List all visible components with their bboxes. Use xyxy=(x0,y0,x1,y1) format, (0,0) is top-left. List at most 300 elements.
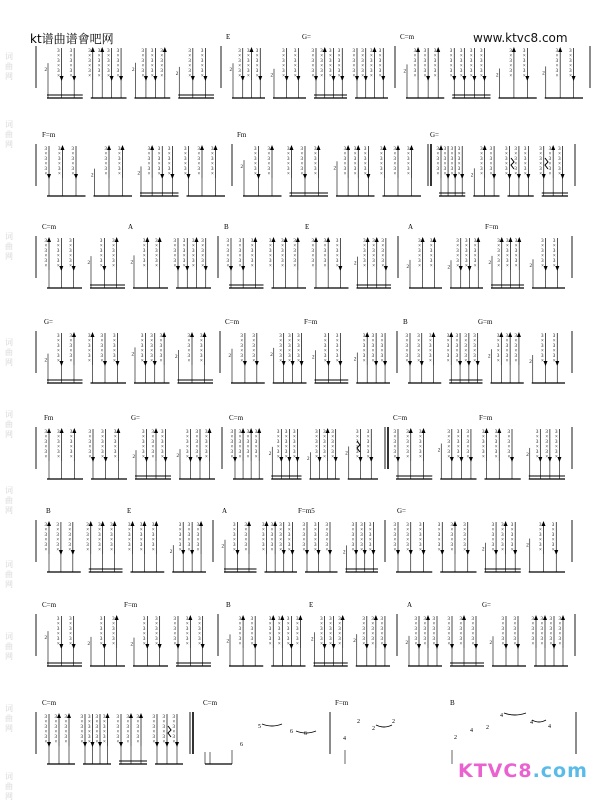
strum-mark: 3 xyxy=(104,167,107,172)
strum-mark: 3 xyxy=(541,344,544,349)
strum-mark: × xyxy=(56,264,60,269)
chord-label: G=m xyxy=(478,318,493,326)
strum-mark: 3 xyxy=(128,533,131,538)
strum-mark: × xyxy=(197,152,201,157)
strum-mark: × xyxy=(325,538,329,543)
strum-mark: × xyxy=(569,54,572,59)
strum-mark: × xyxy=(554,455,558,460)
strum-mark: × xyxy=(293,74,297,79)
strum-mark: × xyxy=(103,720,106,725)
fret-number: 2 xyxy=(228,353,231,359)
strum-mark: × xyxy=(522,54,526,59)
chord-label: C=m xyxy=(229,414,244,422)
strum-mark: × xyxy=(541,254,544,259)
strum-mark: 3 xyxy=(173,617,176,622)
strum-mark: 3 xyxy=(238,69,241,74)
arrow-head-up xyxy=(413,47,420,54)
strum-mark: 3 xyxy=(113,344,116,349)
strum-mark: 3 xyxy=(247,59,250,64)
strum-mark: 3 xyxy=(450,167,454,172)
strum-mark: × xyxy=(188,74,192,79)
strum-mark: × xyxy=(417,349,421,354)
strum-mark: × xyxy=(113,339,116,344)
strum-mark: 3 xyxy=(150,344,153,349)
strum-mark: 3 xyxy=(254,157,257,162)
strum-mark: × xyxy=(54,720,58,725)
strum-mark: 3 xyxy=(501,627,504,632)
strum-mark: 3 xyxy=(363,259,366,264)
logo-suffix-text: .com xyxy=(532,760,588,782)
strum-mark: 3 xyxy=(337,59,341,64)
strum-mark: 3 xyxy=(360,523,363,528)
strum-mark: × xyxy=(86,538,90,543)
strum-mark: × xyxy=(244,528,248,533)
strum-mark: × xyxy=(150,349,154,354)
strum-mark: 3 xyxy=(230,440,233,445)
strum-mark: 3 xyxy=(136,715,139,720)
strum-mark: 3 xyxy=(152,735,155,740)
strum-mark: 3 xyxy=(184,157,187,162)
strum-mark: × xyxy=(200,64,204,69)
strum-mark: × xyxy=(489,152,493,157)
strum-mark: 3 xyxy=(293,239,296,244)
arrow-head-up xyxy=(113,428,120,435)
strum-mark: × xyxy=(463,548,467,553)
strum-mark: × xyxy=(353,152,357,157)
strum-mark: × xyxy=(69,445,73,450)
strum-mark: × xyxy=(128,538,131,543)
strum-mark: × xyxy=(293,64,297,69)
strum-mark: × xyxy=(558,642,562,647)
strum-mark: × xyxy=(558,162,561,167)
strum-mark: 3 xyxy=(86,533,89,538)
arrow-head-up xyxy=(195,237,199,242)
strum-mark: 3 xyxy=(200,69,204,74)
strum-mark: × xyxy=(405,339,409,344)
strum-mark: × xyxy=(238,254,242,259)
strum-mark: × xyxy=(555,64,559,69)
strum-mark: × xyxy=(211,152,214,157)
strum-mark: × xyxy=(56,538,60,543)
strum-mark: 3 xyxy=(152,715,155,720)
strum-mark: × xyxy=(433,74,437,79)
strum-mark: × xyxy=(407,152,410,157)
strum-mark: × xyxy=(113,445,117,450)
strum-mark: 3 xyxy=(407,157,410,162)
strum-mark: 3 xyxy=(141,49,144,54)
strum-mark: 3 xyxy=(372,259,375,264)
strum-mark: 3 xyxy=(140,354,144,359)
strum-mark: × xyxy=(187,538,191,543)
strum-mark: × xyxy=(255,64,259,69)
strum-mark: × xyxy=(197,172,201,177)
strum-mark: 3 xyxy=(380,627,383,632)
strum-mark: × xyxy=(118,152,121,157)
strum-mark: × xyxy=(437,548,441,553)
arrow-head-up xyxy=(158,237,162,242)
chord-label: C=m xyxy=(203,699,218,707)
arrow-head-up xyxy=(374,615,378,620)
strum-mark: 3 xyxy=(363,147,367,152)
arrow-head-up xyxy=(54,713,61,720)
strum-mark: × xyxy=(314,528,317,533)
strum-mark: × xyxy=(151,435,155,440)
strum-mark: × xyxy=(413,54,417,59)
arrow-head-up xyxy=(514,237,521,244)
arrow-head-up xyxy=(69,332,76,339)
strum-mark: 3 xyxy=(497,239,500,244)
strum-mark: 3 xyxy=(292,450,296,455)
strum-mark: × xyxy=(514,244,518,249)
strum-mark: 3 xyxy=(287,167,290,172)
strum-mark: × xyxy=(142,642,146,647)
strum-mark: × xyxy=(56,642,60,647)
strum-mark: 3 xyxy=(246,450,250,455)
strum-mark: 3 xyxy=(320,637,323,642)
arrow-head-up xyxy=(459,615,466,622)
strum-mark: × xyxy=(99,642,103,647)
strum-mark: × xyxy=(381,244,385,249)
strum-mark: 3 xyxy=(429,344,432,349)
strum-mark: 3 xyxy=(555,59,559,64)
strum-mark: 3 xyxy=(436,157,439,162)
strum-mark: 3 xyxy=(88,725,91,730)
strum-mark: × xyxy=(57,455,60,460)
strum-mark: 3 xyxy=(112,617,115,622)
strum-mark: × xyxy=(279,528,283,533)
strum-mark: 3 xyxy=(112,259,115,264)
strum-mark: 3 xyxy=(419,430,422,435)
strum-mark: × xyxy=(240,349,244,354)
strum-mark: 3 xyxy=(97,69,101,74)
strum-mark: × xyxy=(335,244,339,249)
strum-mark: × xyxy=(226,264,230,269)
strum-mark: 3 xyxy=(103,715,106,720)
strum-mark: 3 xyxy=(496,354,500,359)
strum-mark: 3 xyxy=(514,239,518,244)
strum-mark: 3 xyxy=(152,725,155,730)
strum-mark: 3 xyxy=(362,627,365,632)
strum-mark: 3 xyxy=(167,147,171,152)
strum-mark: × xyxy=(140,339,144,344)
strum-mark: 3 xyxy=(288,354,291,359)
strum-mark: × xyxy=(112,622,115,627)
strum-mark: × xyxy=(184,152,187,157)
strum-mark: × xyxy=(95,740,99,745)
strum-mark: × xyxy=(116,74,120,79)
strum-mark: × xyxy=(293,254,297,259)
strum-mark: 3 xyxy=(240,344,243,349)
strum-mark: 3 xyxy=(335,239,339,244)
strum-mark: 3 xyxy=(539,157,542,162)
strum-mark: 3 xyxy=(254,450,258,455)
strum-mark: × xyxy=(419,455,422,460)
strum-mark: 3 xyxy=(254,147,257,152)
strum-mark: 3 xyxy=(491,543,495,548)
fret-number: 2 xyxy=(175,71,179,77)
strum-mark: × xyxy=(184,162,187,167)
strum-mark: 3 xyxy=(56,523,59,528)
strum-mark: × xyxy=(250,254,254,259)
strum-mark: × xyxy=(250,244,254,249)
strum-mark: 3 xyxy=(555,69,559,74)
strum-mark: 3 xyxy=(69,450,73,455)
strum-mark: × xyxy=(142,632,146,637)
strum-mark: 3 xyxy=(418,249,421,254)
strum-mark: 3 xyxy=(56,239,60,244)
strum-mark: × xyxy=(44,455,48,460)
strum-mark: 3 xyxy=(362,354,366,359)
strum-mark: 3 xyxy=(337,49,341,54)
strum-mark: 3 xyxy=(323,354,327,359)
strum-mark: 3 xyxy=(142,440,145,445)
site-url[interactable]: www.ktvc8.com xyxy=(473,31,568,45)
fret-number: 2 xyxy=(175,355,178,361)
strum-mark: × xyxy=(329,64,332,69)
strum-mark: × xyxy=(101,455,104,460)
strum-mark: × xyxy=(118,162,121,167)
strum-mark: × xyxy=(71,152,75,157)
arrow-head-up xyxy=(383,145,387,150)
fret-number: 2 xyxy=(345,451,348,457)
strum-mark: 3 xyxy=(200,334,203,339)
strum-mark: × xyxy=(186,435,189,440)
strum-mark: × xyxy=(195,455,199,460)
strum-mark: 3 xyxy=(338,637,341,642)
strum-mark: 3 xyxy=(352,59,355,64)
arrow-head-up xyxy=(89,521,93,526)
strum-mark: × xyxy=(405,349,409,354)
strum-mark: 3 xyxy=(507,430,510,435)
strum-mark: 3 xyxy=(417,344,420,349)
strum-mark: 3 xyxy=(455,344,459,349)
strum-mark: 3 xyxy=(126,725,129,730)
strum-mark: 3 xyxy=(192,239,195,244)
arrow-head-up xyxy=(208,428,212,433)
strum-mark: 3 xyxy=(254,167,257,172)
strum-mark: × xyxy=(247,64,250,69)
fret-number: 2 xyxy=(137,171,140,177)
strum-mark: 3 xyxy=(187,533,191,538)
strum-mark: 3 xyxy=(113,430,117,435)
melody-number: 2 xyxy=(454,735,457,741)
strum-mark: × xyxy=(252,349,256,354)
strum-mark: 3 xyxy=(380,617,383,622)
strum-mark: 3 xyxy=(456,249,459,254)
strum-mark: 3 xyxy=(419,440,422,445)
strum-mark: 3 xyxy=(393,450,396,455)
strum-mark: 3 xyxy=(505,334,509,339)
strum-mark: 3 xyxy=(182,249,186,254)
strum-mark: × xyxy=(88,720,91,725)
strum-mark: 3 xyxy=(523,167,527,172)
strum-mark: × xyxy=(150,64,154,69)
strum-mark: × xyxy=(450,538,454,543)
strum-mark: 3 xyxy=(147,147,151,152)
strum-mark: × xyxy=(69,74,73,79)
strum-mark: × xyxy=(418,264,421,269)
strum-mark: 3 xyxy=(361,49,364,54)
strum-mark: 3 xyxy=(368,523,372,528)
arrow-head-up xyxy=(375,237,379,242)
strum-mark: × xyxy=(464,339,468,344)
strum-mark: 3 xyxy=(100,354,103,359)
strum-mark: × xyxy=(140,349,144,354)
strum-mark: × xyxy=(419,528,422,533)
strum-mark: × xyxy=(522,74,526,79)
strum-mark: 3 xyxy=(255,59,259,64)
strum-mark: × xyxy=(362,349,366,354)
strum-mark: 3 xyxy=(509,69,512,74)
fret-number: 2 xyxy=(311,637,314,643)
strum-mark: 3 xyxy=(507,440,510,445)
strum-mark: × xyxy=(329,74,332,79)
strum-mark: 3 xyxy=(314,167,317,172)
strum-mark: × xyxy=(140,359,144,364)
strum-mark: × xyxy=(413,64,417,69)
strum-mark: 3 xyxy=(514,167,517,172)
strum-mark: 3 xyxy=(473,354,476,359)
arrow-head-up xyxy=(197,145,204,152)
chord-label: G= xyxy=(302,33,312,41)
strum-mark: × xyxy=(286,622,290,627)
strum-mark: × xyxy=(71,172,75,177)
strum-mark: 3 xyxy=(371,627,374,632)
strum-mark: × xyxy=(98,548,101,553)
arrow-head-up xyxy=(326,428,330,433)
strum-mark: × xyxy=(173,632,177,637)
strum-mark: 3 xyxy=(432,627,435,632)
strum-mark: × xyxy=(69,632,72,637)
strum-mark: × xyxy=(201,254,205,259)
strum-mark: × xyxy=(551,538,555,543)
strum-mark: × xyxy=(464,349,468,354)
strum-mark: × xyxy=(238,264,242,269)
strum-mark: 3 xyxy=(459,59,463,64)
strum-mark: × xyxy=(371,632,375,637)
strum-mark: 3 xyxy=(531,627,534,632)
strum-mark: × xyxy=(244,548,248,553)
strum-mark: 3 xyxy=(276,450,280,455)
strum-mark: × xyxy=(152,720,156,725)
strum-mark: × xyxy=(315,455,318,460)
strum-mark: × xyxy=(323,445,326,450)
strum-mark: 3 xyxy=(279,523,282,528)
strum-mark: × xyxy=(238,64,242,69)
arrow-head-up xyxy=(91,332,95,337)
strum-mark: × xyxy=(491,528,495,533)
strum-mark: 3 xyxy=(161,430,164,435)
strum-mark: 3 xyxy=(160,59,163,64)
strum-mark: × xyxy=(548,162,552,167)
strum-mark: 3 xyxy=(246,430,250,435)
strum-mark: 3 xyxy=(192,249,195,254)
strum-mark: × xyxy=(116,720,120,725)
strum-mark: × xyxy=(267,152,271,157)
strum-mark: × xyxy=(69,339,73,344)
strum-mark: × xyxy=(362,632,366,637)
strum-mark: 3 xyxy=(514,259,518,264)
strum-mark: 3 xyxy=(142,430,145,435)
strum-mark: 3 xyxy=(160,49,163,54)
strum-mark: × xyxy=(233,538,236,543)
strum-mark: 3 xyxy=(414,637,417,642)
strum-mark: × xyxy=(103,740,106,745)
strum-mark: × xyxy=(151,528,155,533)
strum-mark: 3 xyxy=(325,523,328,528)
strum-mark: × xyxy=(443,172,447,177)
arrow-head-up xyxy=(187,332,194,339)
strum-mark: × xyxy=(187,359,191,364)
strum-mark: 3 xyxy=(509,49,512,54)
strum-mark: × xyxy=(436,162,440,167)
strum-mark: × xyxy=(284,445,288,450)
strum-mark: × xyxy=(558,632,562,637)
strum-mark: × xyxy=(126,730,130,735)
arrow-head-up xyxy=(323,47,327,52)
strum-mark: × xyxy=(323,455,326,460)
strum-mark: 3 xyxy=(335,354,339,359)
strum-mark: × xyxy=(343,162,347,167)
arrow-head-up xyxy=(496,332,503,339)
strum-mark: × xyxy=(378,74,382,79)
arrow-head-up xyxy=(531,615,538,622)
strum-mark: 3 xyxy=(44,715,47,720)
strum-mark: 3 xyxy=(456,440,460,445)
strum-mark: 3 xyxy=(64,735,67,740)
strum-mark: × xyxy=(142,244,146,249)
strum-mark: × xyxy=(100,359,104,364)
strum-mark: 3 xyxy=(513,627,516,632)
arrow-head-up xyxy=(485,428,489,433)
strum-mark: 3 xyxy=(255,49,259,54)
strum-mark: 3 xyxy=(331,450,334,455)
arrow-head-up xyxy=(429,237,436,244)
strum-mark: × xyxy=(44,740,48,745)
strum-mark: 3 xyxy=(352,49,355,54)
arrow-head-up xyxy=(509,237,513,242)
strum-mark: × xyxy=(147,152,151,157)
strum-mark: × xyxy=(147,162,151,167)
strum-mark: 3 xyxy=(262,523,265,528)
strum-mark: × xyxy=(356,435,359,440)
strum-mark: × xyxy=(159,349,163,354)
side-watermark-4: 词 曲 网 xyxy=(5,338,13,367)
strum-mark: 3 xyxy=(58,157,61,162)
strum-mark: 3 xyxy=(205,450,208,455)
strum-mark: × xyxy=(270,548,274,553)
strum-mark: × xyxy=(279,538,283,543)
strum-mark: 3 xyxy=(293,249,296,254)
strum-mark: 3 xyxy=(293,59,297,64)
strum-mark: × xyxy=(44,435,48,440)
fret-number: 2 xyxy=(489,641,492,647)
strum-mark: 3 xyxy=(240,354,243,359)
strum-mark: × xyxy=(437,538,441,543)
strum-mark: 3 xyxy=(269,259,272,264)
chord-label: A xyxy=(407,601,413,609)
strum-mark: 3 xyxy=(250,239,254,244)
strum-mark: 3 xyxy=(68,523,71,528)
strum-mark: 3 xyxy=(238,49,241,54)
strum-mark: 3 xyxy=(197,147,200,152)
strum-mark: × xyxy=(182,244,186,249)
strum-mark: × xyxy=(44,172,48,177)
strum-mark: × xyxy=(423,74,427,79)
strum-mark: × xyxy=(447,455,451,460)
strum-mark: 3 xyxy=(44,249,47,254)
strum-mark: 3 xyxy=(279,344,282,349)
